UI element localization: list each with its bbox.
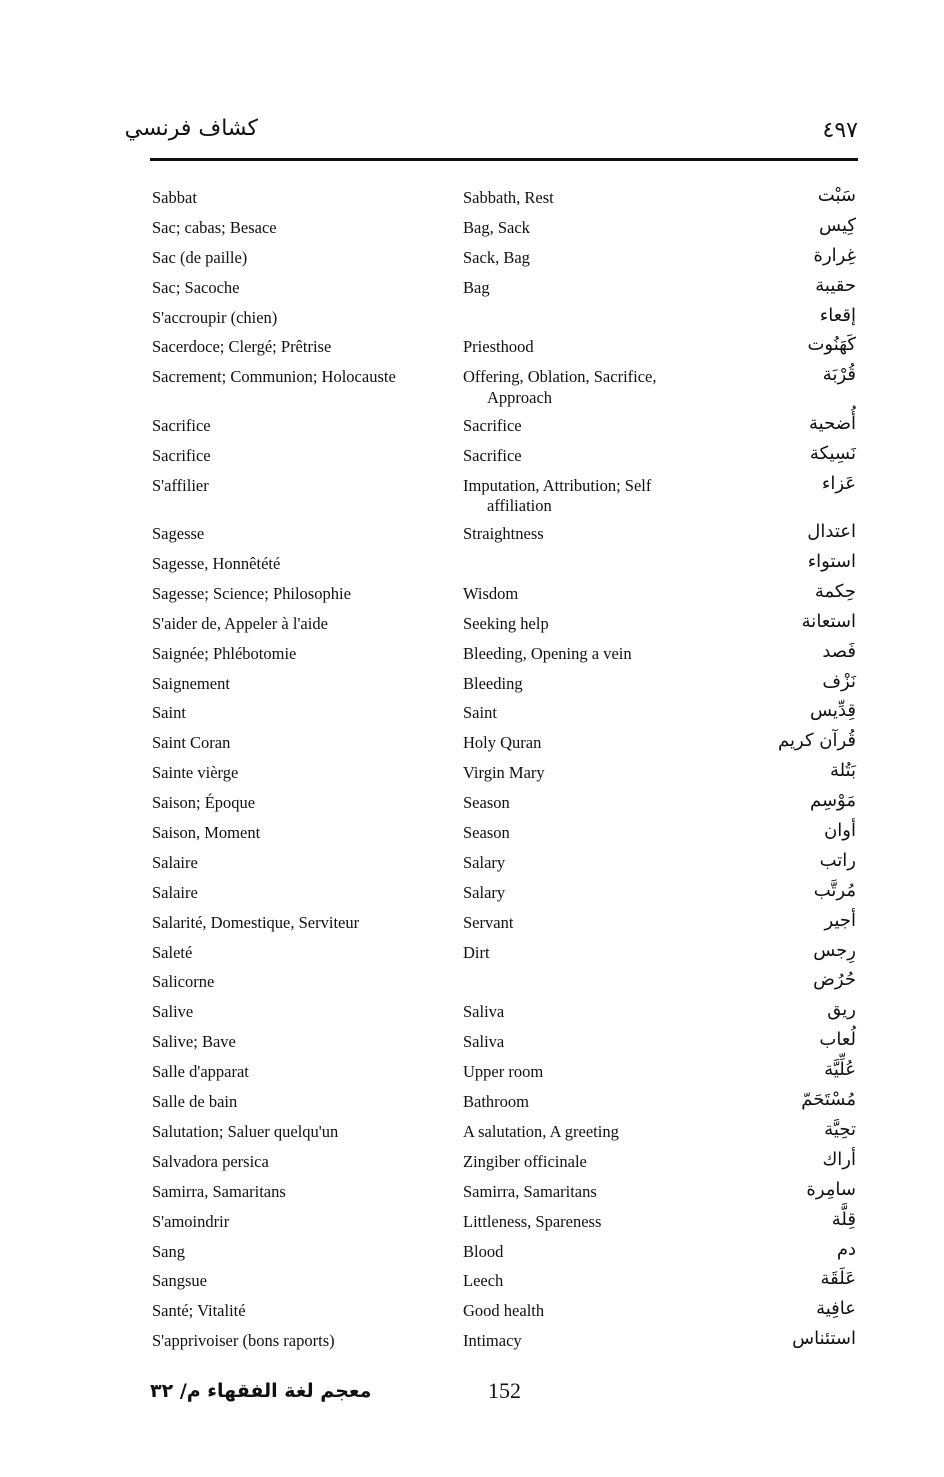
arabic-term: نَزْف — [822, 670, 856, 692]
english-term: Sack, Bag — [463, 247, 530, 267]
arabic-term: عَزاء — [821, 472, 856, 494]
english-term: Servant — [463, 912, 514, 932]
french-term: Samirra, Samaritans — [152, 1181, 286, 1201]
english-term: Leech — [463, 1271, 504, 1291]
english-term: Intimacy — [463, 1331, 522, 1351]
glossary-row — [0, 471, 944, 520]
english-term: Bleeding, Opening a vein — [463, 643, 632, 663]
arabic-term: لُعاب — [819, 1029, 856, 1051]
arabic-term: أجير — [824, 909, 856, 931]
glossary-row — [0, 698, 944, 728]
french-term: Salaire — [152, 852, 198, 872]
english-term: Sacrifice — [463, 415, 522, 435]
english-term: Good health — [463, 1301, 545, 1321]
glossary-row — [0, 908, 944, 938]
arabic-term: مَوْسِم — [809, 790, 856, 812]
french-term: Sacrement; Communion; Holocauste — [152, 367, 396, 387]
running-title: كشاف فرنسي — [124, 116, 258, 141]
arabic-term: حِكمة — [814, 580, 856, 602]
english-term: Season — [463, 793, 510, 813]
glossary-row — [0, 362, 944, 411]
glossary-row — [0, 1147, 944, 1177]
arabic-term: راتب — [819, 849, 856, 871]
arabic-term: نَسِيكة — [809, 442, 856, 464]
english-term: Bathroom — [463, 1092, 529, 1112]
arabic-term: استواء — [807, 551, 856, 573]
arabic-term: حقيبة — [815, 274, 856, 296]
glossary-row — [0, 1177, 944, 1207]
french-term: Saleté — [152, 942, 193, 962]
page-header — [124, 112, 858, 156]
english-term: Salary — [463, 852, 506, 872]
glossary-row — [0, 243, 944, 273]
english-term: Samirra, Samaritans — [463, 1181, 597, 1201]
arabic-term: عافِية — [816, 1298, 856, 1320]
glossary-row — [0, 411, 944, 441]
glossary-row — [0, 183, 944, 213]
glossary-row — [0, 213, 944, 243]
glossary-row — [0, 609, 944, 639]
english-term: A salutation, A greeting — [463, 1121, 619, 1141]
arabic-term: إقعاء — [819, 304, 856, 326]
french-term: Sagesse — [152, 524, 205, 544]
arabic-term: قِلَّة — [831, 1208, 856, 1230]
arabic-term: عُلِّيَّة — [824, 1059, 856, 1081]
english-term: Season — [463, 823, 510, 843]
english-term: Littleness, Spareness — [463, 1211, 602, 1231]
english-term: Bleeding — [463, 673, 523, 693]
arabic-term: كِيس — [819, 214, 856, 236]
french-term: Salive — [152, 1002, 194, 1022]
english-term: Dirt — [463, 942, 490, 962]
arabic-term: سامِرة — [806, 1178, 856, 1200]
french-term: S'amoindrir — [152, 1211, 230, 1231]
french-term: Santé; Vitalité — [152, 1301, 246, 1321]
glossary-row — [0, 1296, 944, 1326]
glossary-row — [0, 1266, 944, 1296]
glossary-row — [0, 938, 944, 968]
french-term: Sainte vièrge — [152, 763, 239, 783]
english-term: Blood — [463, 1241, 504, 1261]
glossary-row — [0, 758, 944, 788]
english-term: Offering, Oblation, Sacrifice, Approach — [463, 367, 657, 407]
glossary-row — [0, 967, 944, 997]
french-term: Sacerdoce; Clergé; Prêtrise — [152, 337, 332, 357]
english-term: Bag — [463, 277, 490, 297]
french-term: Sangsue — [152, 1271, 207, 1291]
arabic-term: مُسْتَحَمّ — [801, 1089, 856, 1111]
glossary-row — [0, 519, 944, 549]
arabic-term: حُرُض — [813, 969, 856, 991]
french-term: Saignée; Phlébotomie — [152, 643, 297, 663]
french-term: Salvadora persica — [152, 1151, 269, 1171]
french-term: Sac; cabas; Besace — [152, 217, 277, 237]
arabic-term: أراك — [822, 1148, 856, 1170]
glossary-row — [0, 997, 944, 1027]
glossary-row — [0, 1087, 944, 1117]
english-term: Sacrifice — [463, 445, 522, 465]
english-term: Straightness — [463, 524, 544, 544]
arabic-term: قُرآن كريم — [778, 730, 856, 752]
glossary-row — [0, 579, 944, 609]
glossary-row — [0, 441, 944, 471]
header-page-number: ٤٩٧ — [822, 118, 858, 143]
french-term: Sagesse; Science; Philosophie — [152, 583, 351, 603]
header-divider — [150, 158, 858, 161]
french-term: Saignement — [152, 673, 230, 693]
arabic-term: كَهَنُوت — [807, 334, 856, 356]
arabic-term: رِجس — [813, 939, 856, 961]
glossary-row — [0, 639, 944, 669]
french-term: Salicorne — [152, 972, 215, 992]
glossary-row — [0, 1117, 944, 1147]
glossary-row — [0, 1326, 944, 1356]
glossary-row — [0, 332, 944, 362]
glossary-row — [0, 669, 944, 699]
glossary-row — [0, 1027, 944, 1057]
french-term: Saint — [152, 703, 186, 723]
french-term: Salarité, Domestique, Serviteur — [152, 912, 360, 932]
english-term: Sabbath, Rest — [463, 188, 554, 207]
arabic-term: ريق — [827, 999, 856, 1021]
arabic-term: قُرْبَة — [822, 364, 856, 386]
french-term: Sac; Sacoche — [152, 277, 240, 297]
french-term: S'apprivoiser (bons raports) — [152, 1331, 335, 1351]
french-term: Sacrifice — [152, 415, 211, 435]
french-term: S'accroupir (chien) — [152, 307, 278, 327]
french-term: Sang — [152, 1241, 185, 1261]
english-term: Zingiber officinale — [463, 1151, 587, 1171]
french-term: Salle de bain — [152, 1092, 238, 1112]
french-term: S'aider de, Appeler à l'aide — [152, 613, 328, 633]
english-term: Imputation, Attribution; Self affiliation — [463, 475, 652, 516]
french-term: Salive; Bave — [152, 1032, 236, 1052]
glossary-entries — [0, 183, 944, 1356]
glossary-row — [0, 1237, 944, 1267]
french-term: Saison; Époque — [152, 793, 256, 813]
english-term: Priesthood — [463, 337, 534, 357]
arabic-term: أوان — [824, 820, 856, 842]
glossary-row — [0, 818, 944, 848]
arabic-term: استعانة — [801, 610, 856, 632]
english-term: Salary — [463, 882, 506, 902]
arabic-term: تحِيَّة — [824, 1118, 856, 1140]
glossary-row — [0, 788, 944, 818]
english-term: Wisdom — [463, 583, 519, 603]
english-term: Holy Quran — [463, 733, 542, 753]
french-term: Sacrifice — [152, 445, 211, 465]
footer-page-number: 152 — [488, 1378, 521, 1403]
arabic-term: فَصد — [822, 640, 856, 662]
arabic-term: غِرارة — [813, 244, 856, 266]
french-term: S'affilier — [152, 475, 209, 495]
arabic-term: اعتدال — [807, 521, 856, 543]
english-term: Saliva — [463, 1032, 505, 1052]
french-term: Saison, Moment — [152, 823, 261, 843]
glossary-row — [0, 549, 944, 579]
arabic-term: بَتُلة — [829, 760, 856, 782]
glossary-row — [0, 728, 944, 758]
arabic-term: سَبْت — [817, 185, 856, 206]
english-term: Saint — [463, 703, 497, 723]
english-term: Saliva — [463, 1002, 505, 1022]
arabic-term: عَلَقَة — [820, 1268, 856, 1290]
french-term: Sac (de paille) — [152, 247, 248, 267]
glossary-row — [0, 303, 944, 333]
arabic-term: أُضحية — [809, 412, 856, 434]
arabic-term: مُرتَّب — [813, 879, 856, 901]
glossary-row — [0, 1057, 944, 1087]
french-term: Saint Coran — [152, 733, 231, 753]
french-term: Salaire — [152, 882, 198, 902]
english-term: Bag, Sack — [463, 217, 530, 237]
arabic-term: استئناس — [792, 1328, 856, 1350]
glossary-row — [0, 848, 944, 878]
glossary-row — [0, 878, 944, 908]
english-term: Virgin Mary — [463, 763, 545, 783]
english-term: Seeking help — [463, 613, 549, 633]
arabic-term: قِدِّيس — [809, 700, 856, 722]
french-term: Sagesse, Honnêtété — [152, 554, 281, 574]
french-term: Salutation; Saluer quelqu'un — [152, 1121, 339, 1141]
french-term: Sabbat — [152, 188, 197, 207]
glossary-row — [0, 1207, 944, 1237]
arabic-term: دم — [836, 1238, 856, 1260]
glossary-row — [0, 273, 944, 303]
french-term: Salle d'apparat — [152, 1062, 249, 1082]
footer-book-title: معجم لغة الفقهاء م/ ٣٢ — [150, 1380, 372, 1402]
english-term: Upper room — [463, 1062, 544, 1082]
